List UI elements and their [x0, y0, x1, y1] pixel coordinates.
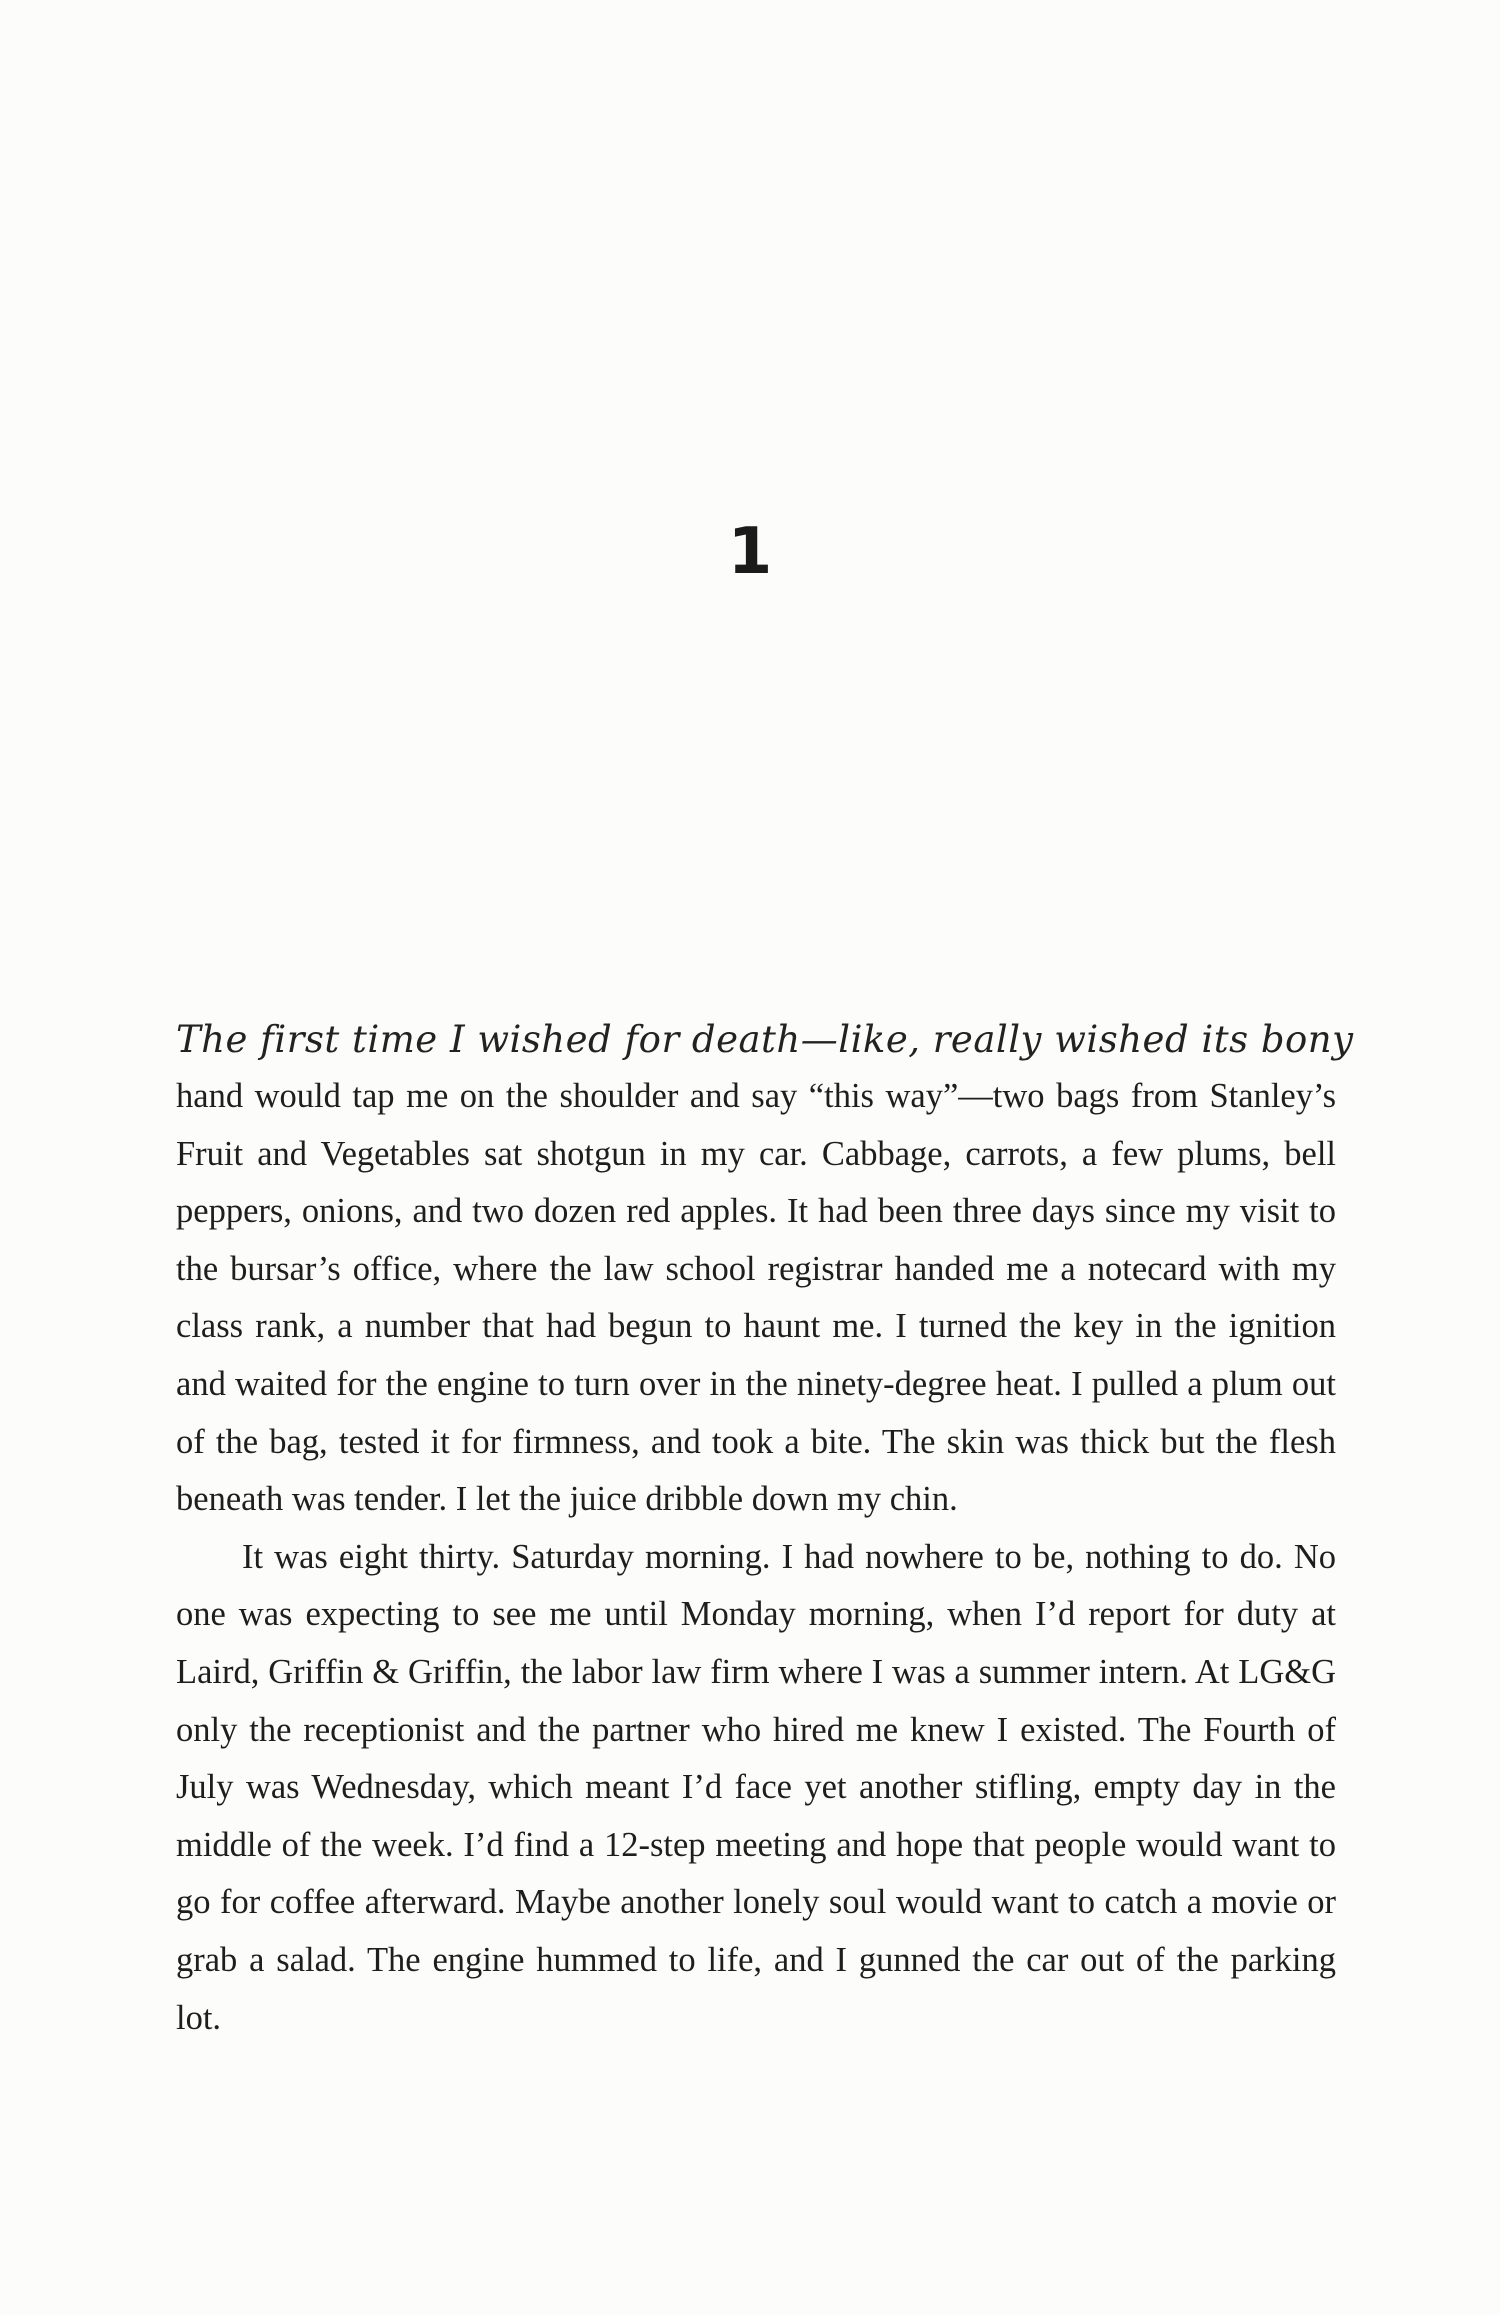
chapter-text	[176, 1010, 1354, 2047]
paragraph-2: It was eight thirty. Saturday morning. I had nowhere to be, nothing to do. No one was expecting to see me until Monday morning, when I’d report for duty at Laird, Griffin & Griffin, the labor law firm where I was a summer intern. At LG&G only the receptionist and the partner who hired me knew I existed. The Fourth of July was Wednesday, which meant I’d face yet another stifling, empty day in the middle of the week. I’d find a 12-step meeting and hope that people would want to go for coffee afterward. Maybe another lonely soul would want to catch a movie or grab a salad. The engine hummed to life, and I gunned the car out of the parking lot.	[176, 1537, 1336, 2037]
chapter-number: 1	[727, 515, 773, 589]
paragraph-1: hand would tap me on the shoulder and say “this way”—two bags from Stanley’s Fruit and Vegetables sat shotgun in my car. Cabbage, carrots, a few plums, bell peppers, onions, and two dozen red apples. It had been three days since my visit to the bursar’s office, where the law school registrar handed me a notecard with my class rank, a number that had begun to haunt me. I turned the key in the ignition and waited for the engine to turn over in the ninety-degree heat. I pulled a plum out of the bag, tested it for firmness, and took a bite. The skin was thick but the flesh beneath was tender. I let the juice dribble down my chin.	[176, 1077, 1336, 1519]
handwritten-opening-line: The first time I wished for death—like, really wished its bony	[176, 1018, 1354, 1061]
